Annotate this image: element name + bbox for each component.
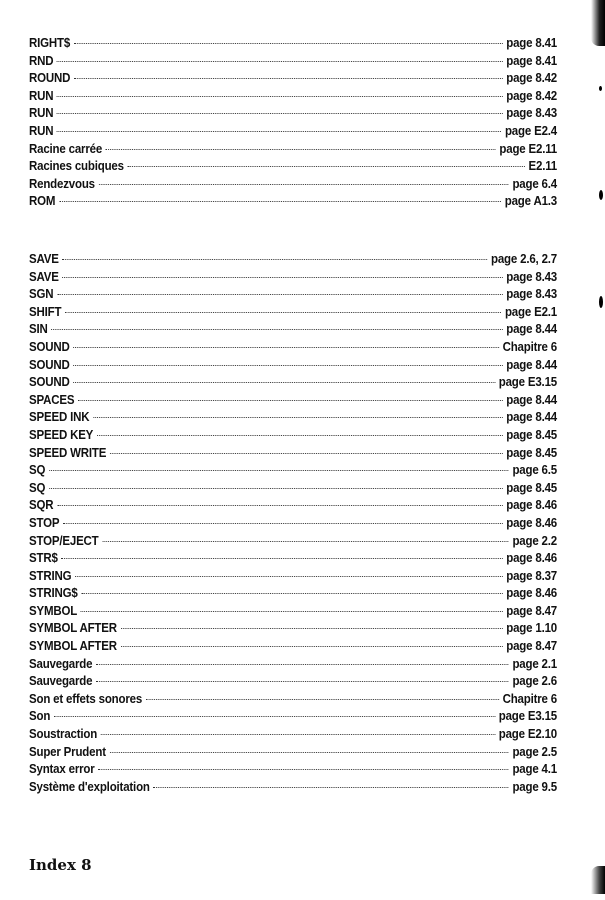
index-term: SIN	[29, 322, 48, 337]
index-term: Rendezvous	[29, 176, 95, 191]
page-reference: page 8.41	[506, 53, 558, 68]
index-term: SOUND	[29, 375, 70, 390]
index-term: SAVE	[29, 252, 59, 266]
leader-dots	[57, 131, 501, 132]
index-term: RUN	[29, 106, 54, 121]
page-reference: Chapitre 6	[502, 339, 558, 354]
index-entry	[29, 393, 557, 411]
edge-speck	[599, 86, 602, 91]
leader-dots	[121, 628, 503, 629]
index-term: RUN	[29, 88, 54, 103]
page-reference: page 8.42	[506, 88, 558, 103]
index-group-r	[29, 36, 557, 212]
page-reference: page 8.43	[506, 287, 558, 302]
index-term: SPEED WRITE	[29, 445, 107, 460]
index-entry	[29, 124, 557, 142]
index-term: SYMBOL AFTER	[29, 639, 117, 654]
index-entry	[29, 604, 557, 622]
index-term: STOP/EJECT	[29, 533, 99, 548]
leader-dots	[110, 752, 509, 753]
index-term: SGN	[29, 287, 54, 302]
index-term: SYMBOL	[29, 603, 78, 618]
index-entry	[29, 516, 557, 534]
leader-dots	[96, 681, 509, 682]
page-reference: page 8.46	[506, 498, 558, 513]
index-term: Super Prudent	[29, 744, 106, 759]
page-reference: page E2.4	[504, 123, 558, 138]
leader-dots	[59, 201, 501, 202]
index-term: ROM	[29, 194, 56, 209]
index-term: SQR	[29, 498, 54, 513]
index-term: SAVE	[29, 269, 59, 284]
index-entry	[29, 410, 557, 428]
page-reference: page 8.47	[506, 603, 558, 618]
page-reference: page 8.44	[506, 357, 558, 372]
index-term: ROUND	[29, 71, 71, 86]
index-entry	[29, 569, 557, 587]
index-entry	[29, 639, 557, 657]
leader-dots	[62, 259, 487, 260]
leader-dots	[57, 505, 502, 506]
page-reference: page 8.45	[506, 480, 558, 495]
edge-speck	[599, 190, 603, 200]
page-reference: page 8.41	[506, 36, 558, 50]
index-entry	[29, 762, 557, 780]
leader-dots	[63, 523, 503, 524]
page-reference: page E2.11	[499, 141, 558, 156]
leader-dots	[54, 716, 495, 717]
leader-dots	[121, 646, 503, 647]
index-entry	[29, 586, 557, 604]
page-edge-shadow-bottom	[591, 866, 605, 894]
page-reference: page 8.44	[506, 392, 558, 407]
index-term: RUN	[29, 123, 54, 138]
leader-dots	[73, 365, 502, 366]
index-term: Syntax error	[29, 762, 95, 777]
leader-dots	[74, 78, 503, 79]
index-term: SPEED KEY	[29, 427, 94, 442]
index-entry	[29, 498, 557, 516]
page-reference: page 2.6	[512, 674, 558, 689]
leader-dots	[65, 312, 501, 313]
page-reference: page 4.1	[512, 762, 558, 777]
page-reference: page 8.43	[506, 269, 558, 284]
index-term: STR$	[29, 551, 58, 566]
leader-dots	[49, 488, 503, 489]
leader-dots	[99, 184, 509, 185]
index-term: RND	[29, 53, 54, 68]
index-entry	[29, 54, 557, 72]
leader-dots	[74, 43, 503, 44]
index-term: STOP	[29, 515, 60, 530]
page-reference: page 2.1	[512, 656, 558, 671]
leader-dots	[106, 149, 496, 150]
leader-dots	[73, 347, 499, 348]
page-reference: page 9.5	[512, 779, 558, 794]
index-term: Sauvegarde	[29, 656, 93, 671]
leader-dots	[57, 61, 503, 62]
leader-dots	[57, 96, 503, 97]
leader-dots	[81, 593, 502, 594]
index-term: SQ	[29, 463, 46, 478]
index-entry	[29, 322, 557, 340]
leader-dots	[97, 435, 503, 436]
index-term: SPACES	[29, 392, 75, 407]
index-term: SYMBOL AFTER	[29, 621, 117, 636]
index-entry	[29, 36, 557, 54]
page-reference: page 8.45	[506, 427, 558, 442]
index-term: SPEED INK	[29, 410, 90, 425]
index-entry	[29, 177, 557, 195]
page-reference: page 8.46	[506, 551, 558, 566]
leader-dots	[128, 166, 525, 167]
index-term: SOUND	[29, 357, 70, 372]
index-entry	[29, 71, 557, 89]
page-footer: Index 8	[29, 856, 92, 874]
leader-dots	[57, 294, 502, 295]
index-entry	[29, 780, 557, 798]
index-term: Son	[29, 709, 51, 724]
page-edge-shadow-top	[591, 0, 605, 46]
index-term: SOUND	[29, 339, 70, 354]
index-entry	[29, 745, 557, 763]
page-reference: page 8.46	[506, 515, 558, 530]
index-term: Soustraction	[29, 727, 98, 742]
index-entry	[29, 428, 557, 446]
leader-dots	[96, 664, 509, 665]
page-reference: page E2.1	[504, 304, 558, 319]
index-term: RIGHT$	[29, 36, 71, 50]
leader-dots	[73, 382, 495, 383]
leader-dots	[57, 113, 503, 114]
index-term: Racine carrée	[29, 141, 103, 156]
leader-dots	[49, 470, 509, 471]
index-entry	[29, 358, 557, 376]
leader-dots	[146, 699, 499, 700]
page-reference: page 8.42	[506, 71, 558, 86]
index-term: Racines cubiques	[29, 159, 124, 174]
leader-dots	[93, 417, 503, 418]
page-reference: page 8.47	[506, 639, 558, 654]
index-entry	[29, 89, 557, 107]
page-reference: page 6.4	[512, 176, 558, 191]
index-entry	[29, 534, 557, 552]
index-term: Son et effets sonores	[29, 691, 143, 706]
page-reference: page 2.6, 2.7	[490, 252, 558, 266]
page-reference: page E3.15	[498, 709, 558, 724]
leader-dots	[62, 277, 502, 278]
index-entry	[29, 142, 557, 160]
index-entry	[29, 287, 557, 305]
page-reference: page 2.2	[512, 533, 558, 548]
index-entry	[29, 252, 557, 270]
index-entry	[29, 551, 557, 569]
index-entry	[29, 340, 557, 358]
index-entry	[29, 727, 557, 745]
leader-dots	[78, 400, 503, 401]
leader-dots	[153, 787, 508, 788]
index-term: SHIFT	[29, 304, 62, 319]
index-term: STRING$	[29, 586, 78, 601]
index-entry	[29, 621, 557, 639]
page-reference: page 1.10	[506, 621, 558, 636]
page-reference: page 8.46	[506, 586, 558, 601]
index-entry	[29, 375, 557, 393]
page-reference: page 6.5	[512, 463, 558, 478]
edge-speck	[599, 296, 603, 308]
index-group-s	[29, 252, 557, 797]
index-entry	[29, 446, 557, 464]
index-entry	[29, 194, 557, 212]
index-entry	[29, 709, 557, 727]
page-reference: page 8.44	[506, 410, 558, 425]
page-reference: page 8.45	[506, 445, 558, 460]
page-reference: page 2.5	[512, 744, 558, 759]
index-entry	[29, 481, 557, 499]
leader-dots	[110, 453, 503, 454]
leader-dots	[102, 541, 509, 542]
index-entry	[29, 692, 557, 710]
page-reference: page 8.37	[506, 568, 558, 583]
index-term: Sauvegarde	[29, 674, 93, 689]
index-entry	[29, 657, 557, 675]
page-reference: page A1.3	[504, 194, 558, 209]
index-term: SQ	[29, 480, 46, 495]
index-entry	[29, 305, 557, 323]
leader-dots	[98, 769, 509, 770]
page-reference: page 8.43	[506, 106, 558, 121]
index-entry	[29, 674, 557, 692]
leader-dots	[81, 611, 503, 612]
page-reference: E2.11	[528, 159, 558, 174]
index-entry	[29, 463, 557, 481]
page-reference: page 8.44	[506, 322, 558, 337]
index-term: STRING	[29, 568, 72, 583]
index-entry	[29, 270, 557, 288]
leader-dots	[51, 329, 502, 330]
index-entry	[29, 106, 557, 124]
page-reference: Chapitre 6	[502, 691, 558, 706]
leader-dots	[101, 734, 495, 735]
leader-dots	[75, 576, 503, 577]
index-term: Système d'exploitation	[29, 779, 150, 794]
leader-dots	[61, 558, 502, 559]
index-entry	[29, 159, 557, 177]
page-reference: page E3.15	[498, 375, 558, 390]
page-reference: page E2.10	[498, 727, 558, 742]
